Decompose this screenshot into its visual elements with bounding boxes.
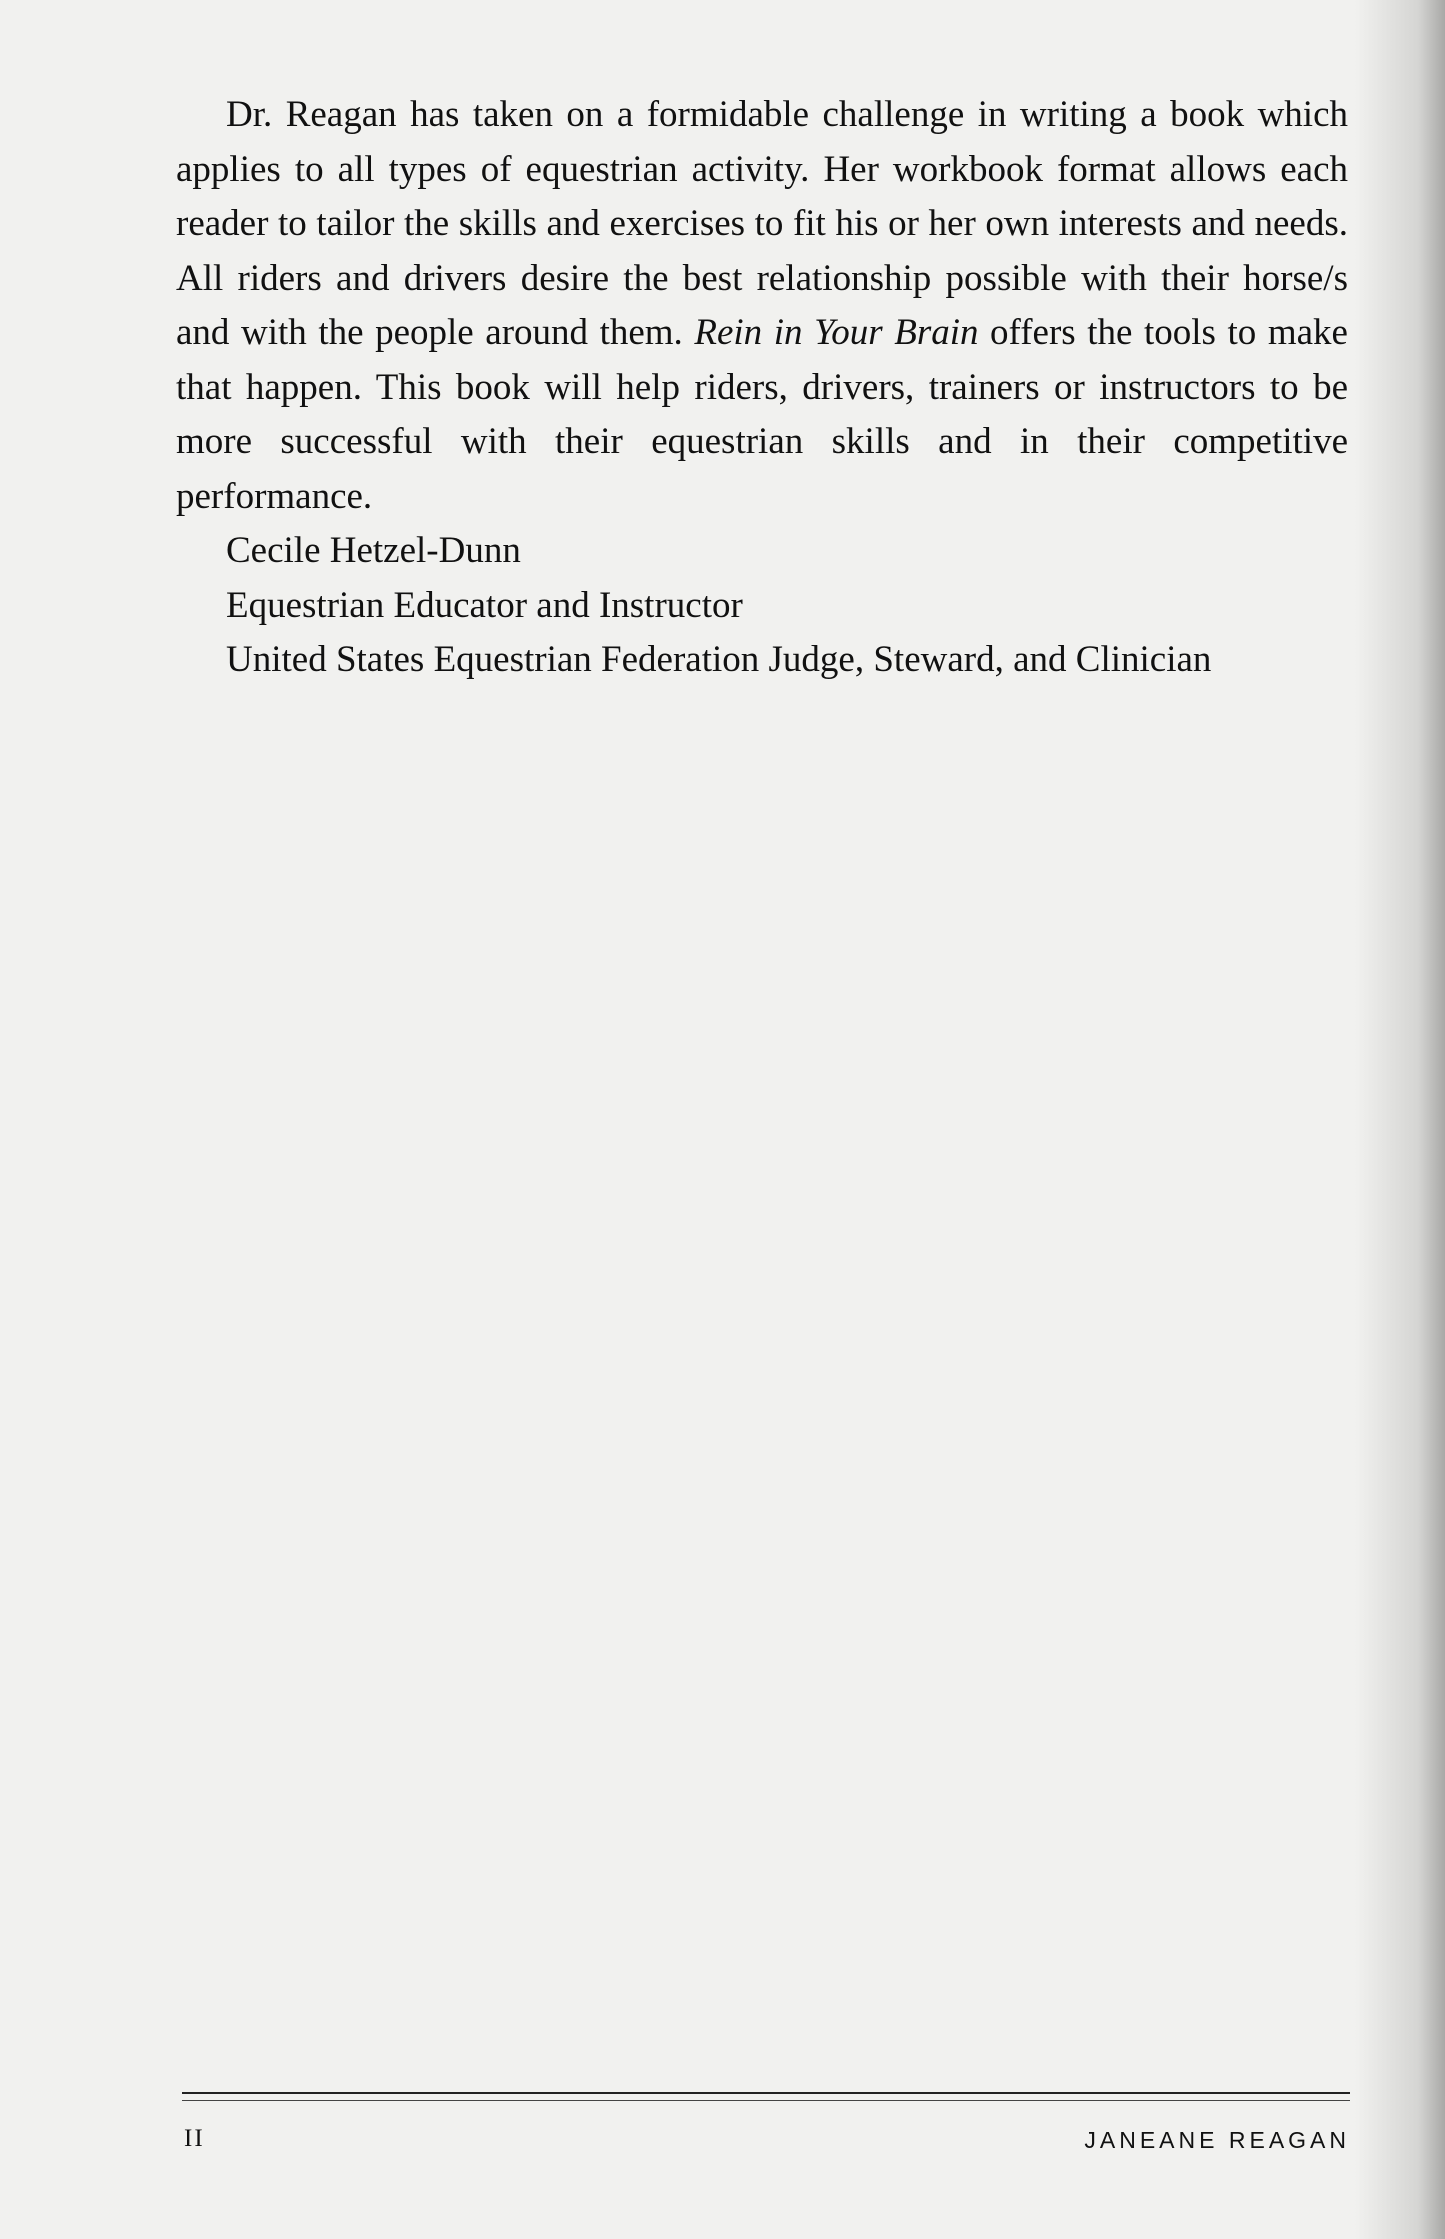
foreword-body [176,88,1348,688]
page-edge-shadow [1355,0,1445,2239]
footer-rule [182,2092,1350,2094]
signature-affiliation: United States Equestrian Federation Judge, Steward, and Clinician [226,639,1212,680]
running-head-author: JANEANE REAGAN [1084,2127,1350,2153]
paragraph-text-start: Dr. Reagan has taken on a formidable challenge in writing a book which applies to all types of equestrian activity. Her workbook format allows each reader to tailor the skills and exercises to fit his or her own interests and needs. All riders and drivers desire the best relationship possible with their horse/s and with the people around them. [176,94,1348,353]
foreword-paragraph [176,88,1348,524]
page-number: II [184,2125,205,2152]
signature-name: Cecile Hetzel-Dunn [226,530,521,571]
signature-title: Equestrian Educator and Instructor [226,584,743,626]
paragraph-text-end: offers the tools to make that happen. This book will help riders, drivers, trainers or instructors to be more successful with their equestrian skills and in their competitive performance. [176,312,1348,517]
book-title-italic: Rein in Your Brain [694,312,979,353]
footer-rule-thin [182,2100,1350,2101]
